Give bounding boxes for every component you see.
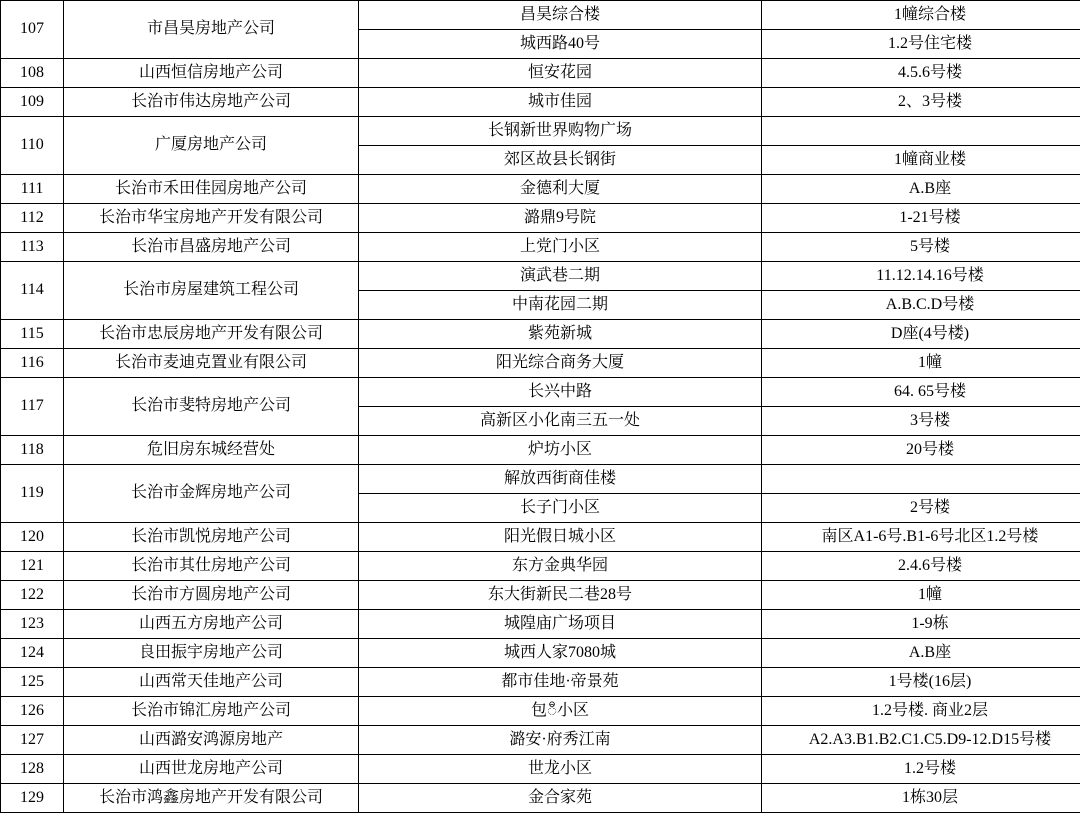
row-number: 121	[1, 552, 64, 581]
company-name: 山西五方房地产公司	[64, 610, 359, 639]
building-info: 5号楼	[762, 233, 1080, 262]
row-number: 120	[1, 523, 64, 552]
row-number: 119	[1, 465, 64, 523]
building-info: 4.5.6号楼	[762, 59, 1080, 88]
project-name: 阳光假日城小区	[359, 523, 762, 552]
table-row	[1, 88, 1080, 117]
building-info: D座(4号楼)	[762, 320, 1080, 349]
building-info: 2.4.6号楼	[762, 552, 1080, 581]
row-number: 108	[1, 59, 64, 88]
project-name: 金合家苑	[359, 784, 762, 813]
table-row	[1, 755, 1080, 784]
row-number: 116	[1, 349, 64, 378]
table-row	[1, 378, 1080, 407]
row-number: 127	[1, 726, 64, 755]
company-name: 长治市其仕房地产公司	[64, 552, 359, 581]
project-name: 郊区故县长钢街	[359, 146, 762, 175]
row-number: 117	[1, 378, 64, 436]
table-row	[1, 233, 1080, 262]
project-name: 金德利大厦	[359, 175, 762, 204]
table-row	[1, 117, 1080, 146]
company-name: 长治市房屋建筑工程公司	[64, 262, 359, 320]
project-name: 包ီ小区	[359, 697, 762, 726]
building-info	[762, 465, 1080, 494]
table-row	[1, 320, 1080, 349]
building-info: A.B座	[762, 175, 1080, 204]
table-row	[1, 59, 1080, 88]
building-info: 1-21号楼	[762, 204, 1080, 233]
project-name: 长钢新世界购物广场	[359, 117, 762, 146]
company-name: 长治市华宝房地产开发有限公司	[64, 204, 359, 233]
table-row	[1, 552, 1080, 581]
company-name: 山西恒信房地产公司	[64, 59, 359, 88]
building-info: 1幢	[762, 581, 1080, 610]
table-row	[1, 668, 1080, 697]
company-name: 长治市锦汇房地产公司	[64, 697, 359, 726]
table-row	[1, 639, 1080, 668]
project-name: 长兴中路	[359, 378, 762, 407]
building-info: 1幢综合楼	[762, 1, 1080, 30]
project-name: 恒安花园	[359, 59, 762, 88]
row-number: 124	[1, 639, 64, 668]
table-row	[1, 581, 1080, 610]
company-name: 危旧房东城经营处	[64, 436, 359, 465]
building-info: 64. 65号楼	[762, 378, 1080, 407]
table-row	[1, 726, 1080, 755]
company-name: 山西潞安鸿源房地产	[64, 726, 359, 755]
row-number: 122	[1, 581, 64, 610]
company-name: 山西常天佳地产公司	[64, 668, 359, 697]
building-info: 1幢商业楼	[762, 146, 1080, 175]
project-name: 潞安·府秀江南	[359, 726, 762, 755]
row-number: 112	[1, 204, 64, 233]
project-name: 中南花园二期	[359, 291, 762, 320]
project-name: 城市佳园	[359, 88, 762, 117]
table-row	[1, 465, 1080, 494]
company-name: 长治市伟达房地产公司	[64, 88, 359, 117]
table-row	[1, 436, 1080, 465]
table-row	[1, 784, 1080, 813]
building-info: 1.2号楼. 商业2层	[762, 697, 1080, 726]
building-info: 1.2号楼	[762, 755, 1080, 784]
building-info: 1-9栋	[762, 610, 1080, 639]
building-info: A.B.C.D号楼	[762, 291, 1080, 320]
company-name: 长治市麦迪克置业有限公司	[64, 349, 359, 378]
building-info: 3号楼	[762, 407, 1080, 436]
company-name: 长治市斐特房地产公司	[64, 378, 359, 436]
project-name: 城西路40号	[359, 30, 762, 59]
building-info: 南区A1-6号.B1-6号北区1.2号楼	[762, 523, 1080, 552]
row-number: 129	[1, 784, 64, 813]
company-name: 长治市鸿鑫房地产开发有限公司	[64, 784, 359, 813]
row-number: 114	[1, 262, 64, 320]
row-number: 113	[1, 233, 64, 262]
row-number: 128	[1, 755, 64, 784]
building-info: 1栋30层	[762, 784, 1080, 813]
project-name: 解放西街商佳楼	[359, 465, 762, 494]
row-number: 126	[1, 697, 64, 726]
company-name: 山西世龙房地产公司	[64, 755, 359, 784]
project-name: 世龙小区	[359, 755, 762, 784]
table-body	[1, 1, 1080, 813]
company-name: 长治市忠辰房地产开发有限公司	[64, 320, 359, 349]
building-info: A.B座	[762, 639, 1080, 668]
row-number: 107	[1, 1, 64, 59]
row-number: 123	[1, 610, 64, 639]
project-name: 城西人家7080城	[359, 639, 762, 668]
building-info: 11.12.14.16号楼	[762, 262, 1080, 291]
building-info: 1.2号住宅楼	[762, 30, 1080, 59]
row-number: 115	[1, 320, 64, 349]
building-info: 20号楼	[762, 436, 1080, 465]
table-row	[1, 175, 1080, 204]
row-number: 110	[1, 117, 64, 175]
project-name: 紫苑新城	[359, 320, 762, 349]
project-name: 潞鼎9号院	[359, 204, 762, 233]
table-row	[1, 204, 1080, 233]
company-name: 良田振宇房地产公司	[64, 639, 359, 668]
table-row	[1, 523, 1080, 552]
table-row	[1, 610, 1080, 639]
row-number: 118	[1, 436, 64, 465]
project-name: 昌昊综合楼	[359, 1, 762, 30]
table-row	[1, 262, 1080, 291]
table-row	[1, 349, 1080, 378]
building-info	[762, 117, 1080, 146]
project-name: 阳光综合商务大厦	[359, 349, 762, 378]
project-name: 高新区小化南三五一处	[359, 407, 762, 436]
project-name: 炉坊小区	[359, 436, 762, 465]
building-info: 2号楼	[762, 494, 1080, 523]
company-name: 长治市方圆房地产公司	[64, 581, 359, 610]
company-name: 广厦房地产公司	[64, 117, 359, 175]
project-name: 上党门小区	[359, 233, 762, 262]
company-name: 长治市禾田佳园房地产公司	[64, 175, 359, 204]
table-row	[1, 697, 1080, 726]
building-info: 2、3号楼	[762, 88, 1080, 117]
building-info: A2.A3.B1.B2.C1.C5.D9-12.D15号楼	[762, 726, 1080, 755]
project-name: 演武巷二期	[359, 262, 762, 291]
project-name: 城隍庙广场项目	[359, 610, 762, 639]
building-info: 1号楼(16层)	[762, 668, 1080, 697]
table-row	[1, 1, 1080, 30]
company-name: 长治市金辉房地产公司	[64, 465, 359, 523]
project-name: 长子门小区	[359, 494, 762, 523]
project-name: 东方金典华园	[359, 552, 762, 581]
company-name: 长治市凯悦房地产公司	[64, 523, 359, 552]
building-info: 1幢	[762, 349, 1080, 378]
row-number: 111	[1, 175, 64, 204]
row-number: 125	[1, 668, 64, 697]
row-number: 109	[1, 88, 64, 117]
project-name: 东大街新民二巷28号	[359, 581, 762, 610]
company-name: 市昌昊房地产公司	[64, 1, 359, 59]
company-name: 长治市昌盛房地产公司	[64, 233, 359, 262]
project-name: 都市佳地·帝景苑	[359, 668, 762, 697]
